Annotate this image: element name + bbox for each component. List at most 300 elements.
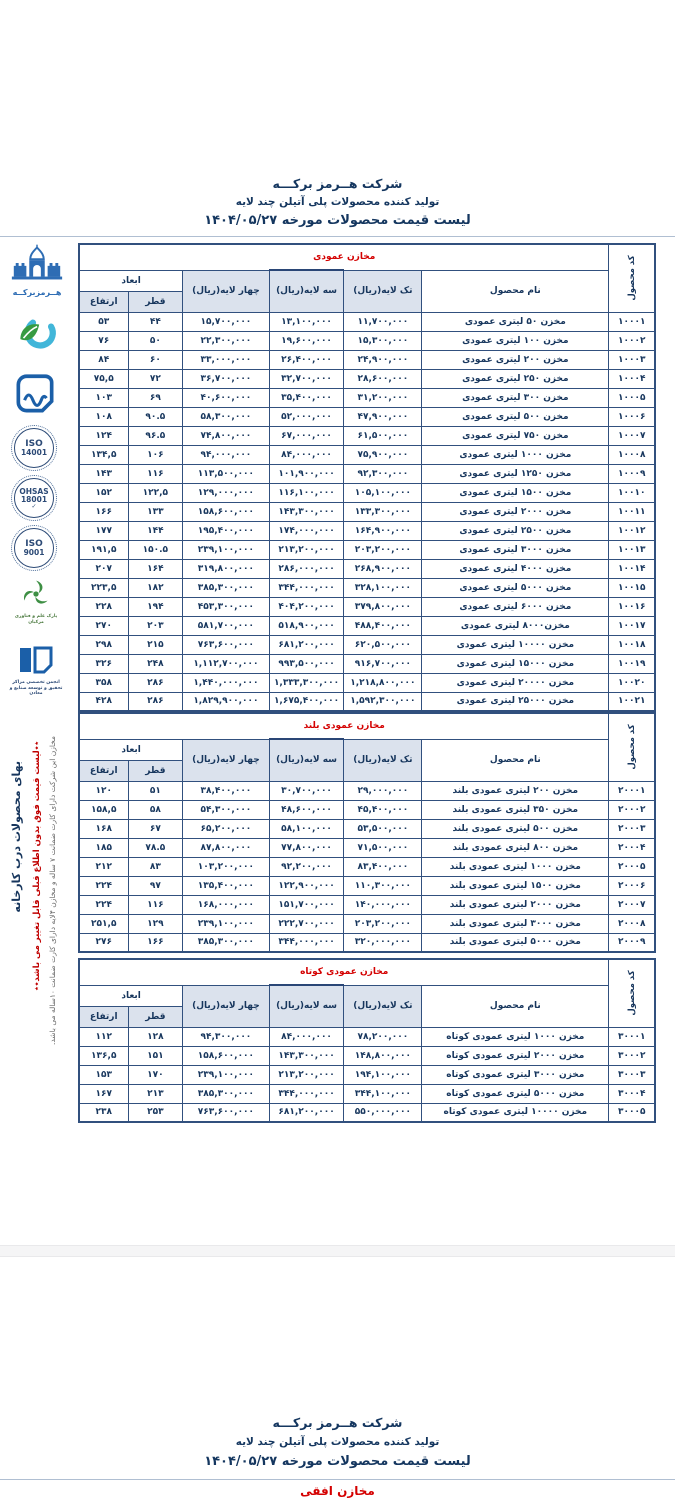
cell-three-layer-price: ۳۰,۷۰۰,۰۰۰ [269,781,344,800]
cell-product-code: ۱۰۰۱۱ [609,502,655,521]
cell-product-code: ۲۰۰۰۸ [609,914,655,933]
cell-three-layer-price: ۱۰۱,۹۰۰,۰۰۰ [269,464,344,483]
cell-height: ۱۶۷ [79,1084,128,1103]
column-header-dimensions: ابعاد [79,739,183,760]
cell-three-layer-price: ۲۱۳,۲۰۰,۰۰۰ [269,540,344,559]
table-row [79,800,655,819]
cell-height: ۱۶۸ [79,819,128,838]
cell-four-layer-price: ۳۳,۰۰۰,۰۰۰ [183,350,269,369]
cell-product-code: ۲۰۰۰۵ [609,857,655,876]
cell-product-code: ۱۰۰۱۵ [609,578,655,597]
cell-height: ۲۰۷ [79,559,128,578]
cell-single-layer-price: ۱۶۴,۹۰۰,۰۰۰ [344,521,422,540]
cell-four-layer-price: ۵۸۱,۷۰۰,۰۰۰ [183,616,269,635]
warranty-note: مخازن این شرکت دارای کارت ضمانت ۷ ساله و مخازن ۴لایه دارای کارت ضمانت ۱۰ساله می باشد. [48,736,57,1046]
cell-product-name: مخزن ۲۰۰ لیتری عمودی [422,350,609,369]
cell-height: ۱۹۱,۵ [79,540,128,559]
cell-four-layer-price: ۴۵۳,۳۰۰,۰۰۰ [183,597,269,616]
cell-height: ۱۳۶,۵ [79,1046,128,1065]
cell-diameter: ۲۵۳ [128,1103,183,1122]
cell-single-layer-price: ۲۸,۶۰۰,۰۰۰ [344,369,422,388]
cell-single-layer-price: ۱۵,۳۰۰,۰۰۰ [344,331,422,350]
cell-diameter: ۱۱۶ [128,895,183,914]
cell-four-layer-price: ۱۵,۷۰۰,۰۰۰ [183,312,269,331]
table-row [79,616,655,635]
cell-product-name: مخزن ۱۰۰ لیتری عمودی [422,331,609,350]
cell-four-layer-price: ۵۸,۳۰۰,۰۰۰ [183,407,269,426]
cell-single-layer-price: ۳۴۴,۱۰۰,۰۰۰ [344,1084,422,1103]
table-row [79,540,655,559]
table-row [79,914,655,933]
cell-product-name: مخزن ۳۵۰ لیتری عمودی بلند [422,800,609,819]
cell-four-layer-price: ۳۸,۴۰۰,۰۰۰ [183,781,269,800]
cell-product-code: ۱۰۰۰۲ [609,331,655,350]
cell-product-code: ۱۰۰۰۴ [609,369,655,388]
cell-single-layer-price: ۱۱,۷۰۰,۰۰۰ [344,312,422,331]
cell-four-layer-price: ۲۳۹,۱۰۰,۰۰۰ [183,540,269,559]
cell-height: ۲۲۸ [79,597,128,616]
cell-diameter: ۸۳ [128,857,183,876]
cell-product-name: مخزن ۲۰۰۰ لیتری عمودی بلند [422,895,609,914]
cell-single-layer-price: ۴۷,۹۰۰,۰۰۰ [344,407,422,426]
cell-four-layer-price: ۳۸۵,۳۰۰,۰۰۰ [183,578,269,597]
cell-product-code: ۱۰۰۰۶ [609,407,655,426]
column-header-single-layer: تک لایه(ریال) [344,270,422,312]
table-title: مخازن عمودی بلند [79,713,609,739]
cell-product-name: مخزن ۴۰۰۰ لیتری عمودی [422,559,609,578]
cell-diameter: ۵۱ [128,781,183,800]
cell-product-name: مخزن ۲۰۰ لیتری عمودی بلند [422,781,609,800]
cell-four-layer-price: ۴۰,۶۰۰,۰۰۰ [183,388,269,407]
cell-product-name: مخزن ۵۰۰ لیتری عمودی [422,407,609,426]
column-header-diameter: قطر [128,291,183,312]
cell-three-layer-price: ۸۴,۰۰۰,۰۰۰ [269,1027,344,1046]
table-row [79,407,655,426]
cell-three-layer-price: ۱۱۶,۱۰۰,۰۰۰ [269,483,344,502]
cell-single-layer-price: ۳۷۹,۸۰۰,۰۰۰ [344,597,422,616]
footer-company-name: شرکت هــرمز برکـــه [272,1415,403,1430]
cell-three-layer-price: ۳۴۴,۰۰۰,۰۰۰ [269,1084,344,1103]
cell-four-layer-price: ۳۶,۷۰۰,۰۰۰ [183,369,269,388]
cell-four-layer-price: ۱۳۵,۴۰۰,۰۰۰ [183,876,269,895]
cell-single-layer-price: ۱۴۸,۸۰۰,۰۰۰ [344,1046,422,1065]
cell-three-layer-price: ۸۴,۰۰۰,۰۰۰ [269,445,344,464]
table-row [79,597,655,616]
cell-three-layer-price: ۳۴۴,۰۰۰,۰۰۰ [269,933,344,952]
ohsas-18001-seal [14,478,54,518]
cell-single-layer-price: ۹۱۶,۷۰۰,۰۰۰ [344,654,422,673]
table-row [79,692,655,711]
cell-three-layer-price: ۳۵,۴۰۰,۰۰۰ [269,388,344,407]
cell-three-layer-price: ۳۴۴,۰۰۰,۰۰۰ [269,578,344,597]
table-row [79,635,655,654]
table-row [79,838,655,857]
cell-diameter: ۱۶۴ [128,559,183,578]
table-row [79,673,655,692]
cell-height: ۱۸۵ [79,838,128,857]
cell-product-code: ۱۰۰۰۵ [609,388,655,407]
cell-product-name: مخزن ۱۵۰۰ لیتری عمودی [422,483,609,502]
cell-height: ۲۱۲ [79,857,128,876]
cell-diameter: ۵۸ [128,800,183,819]
cell-height: ۲۷۶ [79,933,128,952]
cell-height: ۱۱۲ [79,1027,128,1046]
cell-product-code: ۲۰۰۰۱ [609,781,655,800]
table-row [79,819,655,838]
cell-height: ۱۲۰ [79,781,128,800]
cell-product-code: ۱۰۰۱۸ [609,635,655,654]
cell-product-name: مخزن ۱۰۰۰ لیتری عمودی [422,445,609,464]
company-logo-icon [8,244,66,284]
cell-four-layer-price: ۲۲,۳۰۰,۰۰۰ [183,331,269,350]
iso-14001-label: ISO [25,438,43,449]
column-header-product-name: نام محصول [422,985,609,1027]
cell-three-layer-price: ۴۸,۶۰۰,۰۰۰ [269,800,344,819]
cell-four-layer-price: ۷۶۳,۶۰۰,۰۰۰ [183,1103,269,1122]
cell-height: ۳۲۶ [79,654,128,673]
next-section-title: مخازن افقی [300,1484,375,1498]
cell-height: ۱۰۳ [79,388,128,407]
eco-logo-icon [12,312,58,358]
cell-single-layer-price: ۶۱,۵۰۰,۰۰۰ [344,426,422,445]
table-row [79,876,655,895]
cell-three-layer-price: ۱۴۳,۳۰۰,۰۰۰ [269,1046,344,1065]
cell-four-layer-price: ۹۴,۳۰۰,۰۰۰ [183,1027,269,1046]
cell-product-name: مخزن ۵۰۰۰ لیتری عمودی بلند [422,933,609,952]
cell-height: ۷۵,۵ [79,369,128,388]
column-header-height: ارتفاع [79,291,128,312]
cell-product-name: مخزن ۸۰۰ لیتری عمودی بلند [422,838,609,857]
cell-single-layer-price: ۸۳,۴۰۰,۰۰۰ [344,857,422,876]
column-header-single-layer: تک لایه(ریال) [344,739,422,781]
cell-three-layer-price: ۱,۶۷۵,۴۰۰,۰۰۰ [269,692,344,711]
column-header-single-layer: تک لایه(ریال) [344,985,422,1027]
cell-single-layer-price: ۹۲,۳۰۰,۰۰۰ [344,464,422,483]
cell-three-layer-price: ۲۲۲,۷۰۰,۰۰۰ [269,914,344,933]
table-row [79,895,655,914]
cell-single-layer-price: ۷۱,۵۰۰,۰۰۰ [344,838,422,857]
cell-four-layer-price: ۱,۴۴۰,۰۰۰,۰۰۰ [183,673,269,692]
cell-height: ۱۴۳ [79,464,128,483]
cell-product-name: مخزن ۳۰۰۰ لیتری عمودی [422,540,609,559]
cell-diameter: ۴۴ [128,312,183,331]
cell-product-name: مخزن ۵۰۰۰ لیتری عمودی کوتاه [422,1084,609,1103]
cell-four-layer-price: ۵۴,۳۰۰,۰۰۰ [183,800,269,819]
cell-diameter: ۶۹ [128,388,183,407]
column-header-four-layer: چهار لایه(ریال) [183,270,269,312]
table-row [79,857,655,876]
cell-four-layer-price: ۲۳۹,۱۰۰,۰۰۰ [183,1065,269,1084]
table-title: مخازن عمودی [79,244,609,270]
cell-four-layer-price: ۳۱۹,۸۰۰,۰۰۰ [183,559,269,578]
table-row [79,369,655,388]
cell-diameter: ۱۵۰.۵ [128,540,183,559]
cell-product-code: ۲۰۰۰۳ [609,819,655,838]
cell-product-code: ۱۰۰۰۷ [609,426,655,445]
cell-four-layer-price: ۹۴,۰۰۰,۰۰۰ [183,445,269,464]
table-row [79,654,655,673]
standard-mark-icon [10,370,60,420]
cell-product-name: مخزن ۳۰۰۰ لیتری عمودی کوتاه [422,1065,609,1084]
cell-product-name: مخزن ۱۰۰۰۰ لیتری عمودی کوتاه [422,1103,609,1122]
cell-product-code: ۱۰۰۱۹ [609,654,655,673]
cell-product-name: مخزن ۲۵۰۰۰ لیتری عمودی [422,692,609,711]
cell-diameter: ۱۲۲,۵ [128,483,183,502]
cell-product-name: مخزن ۳۰۰ لیتری عمودی [422,388,609,407]
table-row [79,350,655,369]
cell-product-code: ۱۰۰۲۰ [609,673,655,692]
cell-four-layer-price: ۱۵۸,۶۰۰,۰۰۰ [183,1046,269,1065]
column-header-height: ارتفاع [79,760,128,781]
cell-three-layer-price: ۲۸۶,۰۰۰,۰۰۰ [269,559,344,578]
column-header-four-layer: چهار لایه(ریال) [183,985,269,1027]
cell-three-layer-price: ۱,۳۳۳,۳۰۰,۰۰۰ [269,673,344,692]
cell-product-code: ۲۰۰۰۴ [609,838,655,857]
cell-product-name: مخزن ۱۲۵۰ لیتری عمودی [422,464,609,483]
cell-diameter: ۱۸۲ [128,578,183,597]
cell-diameter: ۱۰۶ [128,445,183,464]
cell-height: ۱۰۸ [79,407,128,426]
cell-height: ۲۹۸ [79,635,128,654]
cell-diameter: ۱۲۹ [128,914,183,933]
ohsas-checkmark-icon: ✓ [31,502,37,510]
cell-three-layer-price: ۲۱۳,۲۰۰,۰۰۰ [269,1065,344,1084]
cell-product-code: ۱۰۰۲۱ [609,692,655,711]
pricelist-title: لیست قیمت محصولات مورخه ۱۴۰۴/۰۵/۲۷ [204,213,471,228]
cell-product-code: ۲۰۰۰۲ [609,800,655,819]
rnd-association-caption-2: تحقیق و توسعه صنایع و معادن [9,685,63,696]
cell-product-code: ۳۰۰۰۲ [609,1046,655,1065]
cell-three-layer-price: ۵۱۸,۹۰۰,۰۰۰ [269,616,344,635]
cell-four-layer-price: ۱,۸۲۹,۹۰۰,۰۰۰ [183,692,269,711]
cell-product-code: ۱۰۰۱۴ [609,559,655,578]
standard-mark-logo [10,370,60,424]
price-change-note: ٭٭لیست قیمت فوق بدون اطلاع قبلی قابل تغییر می باشد٭٭ [32,741,42,991]
table-row [79,781,655,800]
cell-single-layer-price: ۱۹۴,۱۰۰,۰۰۰ [344,1065,422,1084]
cell-height: ۱۲۴ [79,426,128,445]
cell-three-layer-price: ۱۹,۶۰۰,۰۰۰ [269,331,344,350]
cell-product-name: مخزن ۱۰۰۰۰ لیتری عمودی [422,635,609,654]
table-row [79,1046,655,1065]
table-row [79,559,655,578]
table-row [79,1027,655,1046]
iso-9001-number: 9001 [23,547,45,557]
column-header-product-name: نام محصول [422,739,609,781]
cell-product-name: مخزن ۲۰۰۰ لیتری عمودی [422,502,609,521]
column-header-product-code: کد محصول [609,244,655,312]
cell-product-code: ۳۰۰۰۴ [609,1084,655,1103]
table-row [79,483,655,502]
cell-height: ۲۳۸ [79,1103,128,1122]
cell-three-layer-price: ۱۴۳,۳۰۰,۰۰۰ [269,502,344,521]
column-header-three-layer: سه لایه(ریال) [269,270,344,312]
cell-height: ۵۳ [79,312,128,331]
cell-product-code: ۱۰۰۰۳ [609,350,655,369]
table-row [79,578,655,597]
column-header-diameter: قطر [128,1006,183,1027]
cell-diameter: ۲۰۳ [128,616,183,635]
cell-four-layer-price: ۱۰۳,۲۰۰,۰۰۰ [183,857,269,876]
footer-divider [0,1479,675,1480]
header-divider [0,236,675,237]
footer-pricelist-title: لیست قیمت محصولات مورخه ۱۴۰۴/۰۵/۲۷ [204,1454,471,1469]
cell-diameter: ۷۸.۵ [128,838,183,857]
cell-product-name: مخزن۸۰۰۰ لیتری عمودی [422,616,609,635]
cell-product-code: ۱۰۰۰۱ [609,312,655,331]
cell-diameter: ۲۱۵ [128,635,183,654]
cell-height: ۱۳۴,۵ [79,445,128,464]
cell-product-code: ۱۰۰۱۶ [609,597,655,616]
ohsas-label: OHSAS [19,486,49,496]
column-header-height: ارتفاع [79,1006,128,1027]
cell-diameter: ۶۷ [128,819,183,838]
company-logo-name: هــرمزبرکــه [12,288,62,297]
footer-company-subtitle: تولید کننده محصولات پلی آتیلن چند لایه [235,1436,440,1448]
cell-three-layer-price: ۱۲۲,۹۰۰,۰۰۰ [269,876,344,895]
cell-three-layer-price: ۵۸,۱۰۰,۰۰۰ [269,819,344,838]
cell-product-name: مخزن ۲۰۰۰ لیتری عمودی کوتاه [422,1046,609,1065]
cell-height: ۱۵۲ [79,483,128,502]
cell-diameter: ۲۸۶ [128,673,183,692]
cell-product-code: ۱۰۰۱۳ [609,540,655,559]
rnd-association-logo [8,644,64,697]
cell-single-layer-price: ۱۳۳,۳۰۰,۰۰۰ [344,502,422,521]
cell-diameter: ۱۴۴ [128,521,183,540]
column-header-dimensions: ابعاد [79,985,183,1006]
company-subtitle: تولید کننده محصولات پلی آتیلن چند لایه [235,196,440,208]
cell-height: ۲۲۴ [79,876,128,895]
cell-single-layer-price: ۵۵۰,۰۰۰,۰۰۰ [344,1103,422,1122]
table-row [79,331,655,350]
table-row [79,464,655,483]
company-logo [8,244,66,297]
science-park-icon [20,578,52,610]
cell-product-name: مخزن ۱۰۰۰ لیتری عمودی کوتاه [422,1027,609,1046]
cell-four-layer-price: ۱۹۵,۴۰۰,۰۰۰ [183,521,269,540]
cell-single-layer-price: ۱,۲۱۸,۸۰۰,۰۰۰ [344,673,422,692]
eco-logo [12,312,58,362]
cell-four-layer-price: ۸۷,۸۰۰,۰۰۰ [183,838,269,857]
price-table-vertical-tanks [78,243,656,712]
ex-factory-note: بهای محصولات درب کارخانه [10,761,23,913]
cell-three-layer-price: ۶۸۱,۲۰۰,۰۰۰ [269,1103,344,1122]
cell-product-name: مخزن ۱۰۰۰ لیتری عمودی بلند [422,857,609,876]
ohsas-number: 18001 [20,494,48,504]
cell-three-layer-price: ۶۷,۰۰۰,۰۰۰ [269,426,344,445]
cell-product-name: مخزن ۳۰۰۰ لیتری عمودی بلند [422,914,609,933]
column-header-product-code: کد محصول [609,959,655,1027]
cell-single-layer-price: ۷۸,۲۰۰,۰۰۰ [344,1027,422,1046]
iso-9001-label: ISO [25,538,43,549]
table-row [79,933,655,952]
column-header-four-layer: چهار لایه(ریال) [183,739,269,781]
cell-single-layer-price: ۱,۵۹۲,۳۰۰,۰۰۰ [344,692,422,711]
cell-height: ۷۶ [79,331,128,350]
price-table-tall-vertical-tanks [78,712,656,953]
cell-single-layer-price: ۴۸۸,۴۰۰,۰۰۰ [344,616,422,635]
cell-four-layer-price: ۷۶۳,۶۰۰,۰۰۰ [183,635,269,654]
cell-single-layer-price: ۵۳,۵۰۰,۰۰۰ [344,819,422,838]
cell-four-layer-price: ۱۱۳,۵۰۰,۰۰۰ [183,464,269,483]
table-row [79,1084,655,1103]
cell-height: ۲۷۰ [79,616,128,635]
cell-diameter: ۱۹۴ [128,597,183,616]
cell-product-code: ۲۰۰۰۶ [609,876,655,895]
cell-single-layer-price: ۲۶۸,۹۰۰,۰۰۰ [344,559,422,578]
table-row [79,1103,655,1122]
cell-height: ۱۶۶ [79,502,128,521]
cell-height: ۴۲۸ [79,692,128,711]
cell-three-layer-price: ۶۸۱,۲۰۰,۰۰۰ [269,635,344,654]
cell-product-name: مخزن ۵۰۰ لیتری عمودی بلند [422,819,609,838]
cell-diameter: ۷۲ [128,369,183,388]
cell-diameter: ۲۸۶ [128,692,183,711]
cell-diameter: ۱۲۸ [128,1027,183,1046]
cell-four-layer-price: ۱۵۸,۶۰۰,۰۰۰ [183,502,269,521]
cell-three-layer-price: ۱۵۱,۷۰۰,۰۰۰ [269,895,344,914]
cell-height: ۲۲۴ [79,895,128,914]
science-park-caption: پارک علم و فناوری مرکبان [14,614,58,625]
cell-product-code: ۲۰۰۰۹ [609,933,655,952]
cell-product-code: ۱۰۰۰۸ [609,445,655,464]
cell-three-layer-price: ۱۷۴,۰۰۰,۰۰۰ [269,521,344,540]
cell-four-layer-price: ۱۲۹,۰۰۰,۰۰۰ [183,483,269,502]
table-row [79,502,655,521]
cell-height: ۱۵۳ [79,1065,128,1084]
cell-single-layer-price: ۳۲۰,۰۰۰,۰۰۰ [344,933,422,952]
cell-diameter: ۱۱۶ [128,464,183,483]
cell-height: ۲۲۳,۵ [79,578,128,597]
cell-product-name: مخزن ۶۰۰۰ لیتری عمودی [422,597,609,616]
cell-three-layer-price: ۵۲,۰۰۰,۰۰۰ [269,407,344,426]
cell-four-layer-price: ۲۳۹,۱۰۰,۰۰۰ [183,914,269,933]
cell-diameter: ۱۷۰ [128,1065,183,1084]
cell-height: ۳۵۸ [79,673,128,692]
cell-three-layer-price: ۹۲,۲۰۰,۰۰۰ [269,857,344,876]
cell-four-layer-price: ۱,۱۱۲,۷۰۰,۰۰۰ [183,654,269,673]
cell-product-name: مخزن ۲۵۰۰ لیتری عمودی [422,521,609,540]
iso-9001-seal [14,528,54,568]
cell-height: ۱۷۷ [79,521,128,540]
cell-single-layer-price: ۲۹,۰۰۰,۰۰۰ [344,781,422,800]
cell-three-layer-price: ۱۳,۱۰۰,۰۰۰ [269,312,344,331]
rnd-association-caption-1: انجمن تخصصی مراکز [12,680,60,685]
cell-diameter: ۹۰.۵ [128,407,183,426]
science-park-logo [10,578,62,625]
cell-four-layer-price: ۳۸۵,۳۰۰,۰۰۰ [183,1084,269,1103]
cell-four-layer-price: ۱۶۸,۰۰۰,۰۰۰ [183,895,269,914]
cell-diameter: ۱۵۱ [128,1046,183,1065]
cell-diameter: ۱۶۶ [128,933,183,952]
column-header-three-layer: سه لایه(ریال) [269,739,344,781]
cell-single-layer-price: ۶۲۰,۵۰۰,۰۰۰ [344,635,422,654]
iso-14001-number: 14001 [20,447,48,457]
cell-product-code: ۱۰۰۱۰ [609,483,655,502]
cell-three-layer-price: ۲۶,۴۰۰,۰۰۰ [269,350,344,369]
column-header-dimensions: ابعاد [79,270,183,291]
cell-single-layer-price: ۱۱۰,۳۰۰,۰۰۰ [344,876,422,895]
cell-diameter: ۵۰ [128,331,183,350]
cell-three-layer-price: ۴۰۴,۲۰۰,۰۰۰ [269,597,344,616]
table-row [79,388,655,407]
cell-product-code: ۱۰۰۱۷ [609,616,655,635]
cell-single-layer-price: ۷۵,۹۰۰,۰۰۰ [344,445,422,464]
cell-diameter: ۲۱۳ [128,1084,183,1103]
cell-single-layer-price: ۲۰۳,۲۰۰,۰۰۰ [344,540,422,559]
cell-product-name: مخزن ۲۰۰۰۰ لیتری عمودی [422,673,609,692]
cell-four-layer-price: ۳۸۵,۳۰۰,۰۰۰ [183,933,269,952]
